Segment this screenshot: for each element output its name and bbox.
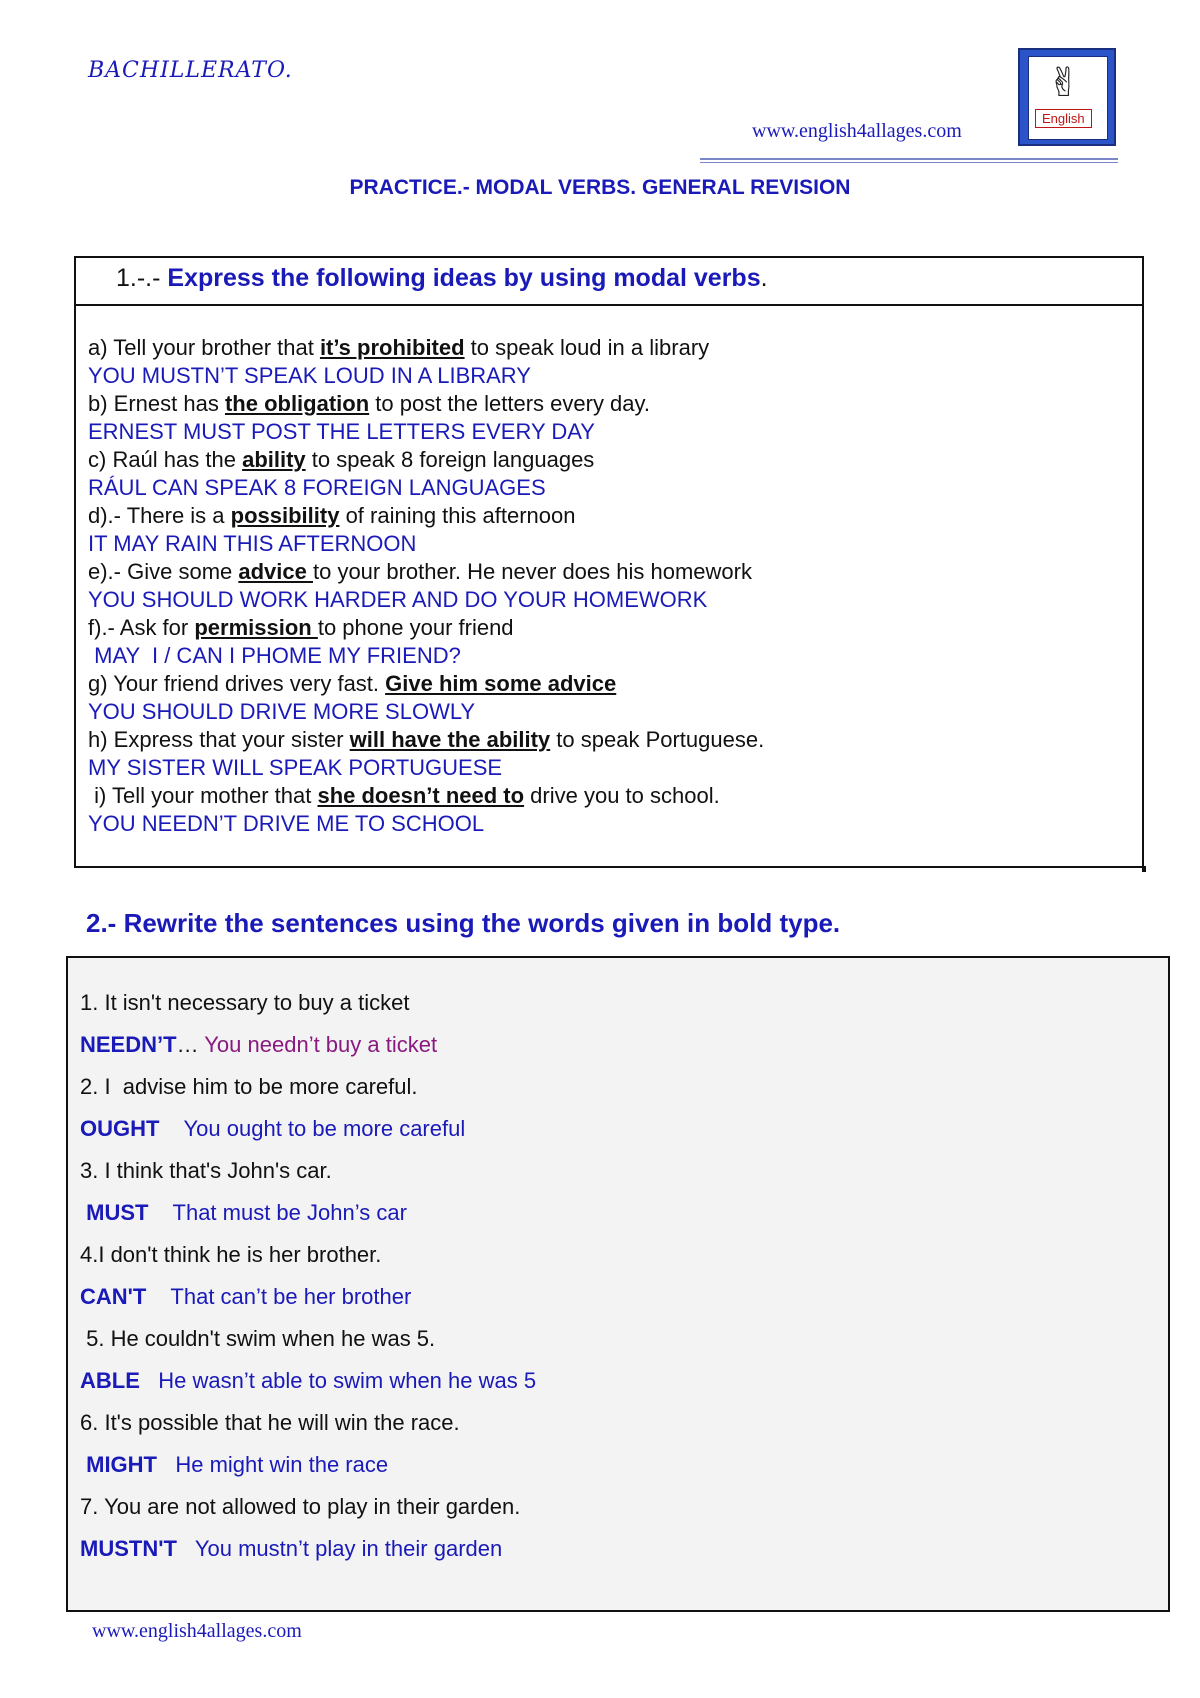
sentence-3: 3. I think that's John's car. [80,1158,332,1183]
rewrite-2 [80,1108,1168,1150]
answer-4: That can’t be her brother [170,1284,412,1309]
english-logo [1018,48,1116,146]
exercise-2-content [68,958,1168,1570]
keyword-1: NEEDN’T [80,1032,177,1057]
keyword-4: CAN'T [80,1284,147,1309]
answer-d: IT MAY RAIN THIS AFTERNOON [88,531,417,556]
question-g: g) Your friend drives very fast. Give him some advice [88,671,617,696]
sentence-5: 5. He couldn't swim when he was 5. [80,1326,436,1351]
question-f: f).- Ask for permission to phone your friend [88,615,514,640]
answer-5: He wasn’t able to swim when he was 5 [158,1368,537,1393]
exercise-1-title-end: . [760,264,768,292]
answer-7: You mustn’t play in their garden [194,1536,503,1561]
site-url-header[interactable]: www.english4allages.com [752,120,962,142]
logo-label: English [1035,109,1092,128]
keyword-3: MUST [80,1200,149,1225]
exercise-1-heading [76,258,1142,306]
answer-2: You ought to be more careful [183,1116,466,1141]
keyword-6: MIGHT [80,1452,157,1477]
rewrite-1: NEEDN’T… You needn’t buy a ticket [80,1032,438,1057]
page-title: PRACTICE.- MODAL VERBS. GENERAL REVISION [349,176,851,199]
answer-a: YOU MUSTN’T SPEAK LOUD IN A LIBRARY [88,363,531,388]
answer-f: MAY I / CAN I PHOME MY FRIEND? [88,643,461,668]
logo-frame [1028,56,1108,140]
answer-6: He might win the race [175,1452,389,1477]
sentence-7: 7. You are not allowed to play in their garden. [80,1494,521,1519]
hand-icon: ✌ [1047,60,1081,106]
question-h: h) Express that your sister will have the ability to speak Portuguese. [88,727,765,752]
sentence-6: 6. It's possible that he will win the race. [80,1410,460,1435]
box-corner-mark [1142,866,1146,872]
sentence-4: 4.I don't think he is her brother. [80,1242,382,1267]
exercise-1-content [76,306,1142,838]
question-c: c) Raúl has the ability to speak 8 foreign languages [88,447,595,472]
answer-3: That must be John’s car [172,1200,407,1225]
answer-b: ERNEST MUST POST THE LETTERS EVERY DAY [88,419,595,444]
exercise-2-title: 2.- Rewrite the sentences using the words given in bold type. [86,908,841,938]
question-i: i) Tell your mother that she doesn’t need to drive you to school. [88,783,720,808]
header-rule [700,158,1118,163]
sentence-1: 1. It isn't necessary to buy a ticket [80,990,410,1015]
site-url-footer[interactable]: www.english4allages.com [92,1620,302,1642]
level-label: BACHILLERATO. [88,58,293,83]
question-e: e).- Give some advice to your brother. He never does his homework [88,559,752,584]
rewrite-5 [80,1360,1168,1402]
answer-e: YOU SHOULD WORK HARDER AND DO YOUR HOMEWORK [88,587,708,612]
exercise-1-number: 1.-.- [116,264,161,292]
rewrite-4 [80,1276,1168,1318]
answer-i: YOU NEEDN’T DRIVE ME TO SCHOOL [88,811,485,836]
rewrite-6 [80,1444,1168,1486]
exercise-2-box [66,956,1170,1612]
keyword-2: OUGHT [80,1116,160,1141]
rewrite-3 [80,1192,1168,1234]
exercise-1-title: Express the following ideas by using modal verbs [167,264,761,292]
question-d: d).- There is a possibility of raining this afternoon [88,503,576,528]
question-b: b) Ernest has the obligation to post the letters every day. [88,391,650,416]
keyword-7: MUSTN'T [80,1536,177,1561]
sentence-2: 2. I advise him to be more careful. [80,1074,418,1099]
answer-c: RÁUL CAN SPEAK 8 FOREIGN LANGUAGES [88,475,546,500]
exercise-1-box [74,256,1144,868]
answer-g: YOU SHOULD DRIVE MORE SLOWLY [88,699,476,724]
answer-1: You needn’t buy a ticket [204,1032,438,1057]
question-a: a) Tell your brother that it’s prohibited to speak loud in a library [88,335,710,360]
rewrite-7 [80,1528,1168,1570]
keyword-5: ABLE [80,1368,140,1393]
answer-h: MY SISTER WILL SPEAK PORTUGUESE [88,755,503,780]
